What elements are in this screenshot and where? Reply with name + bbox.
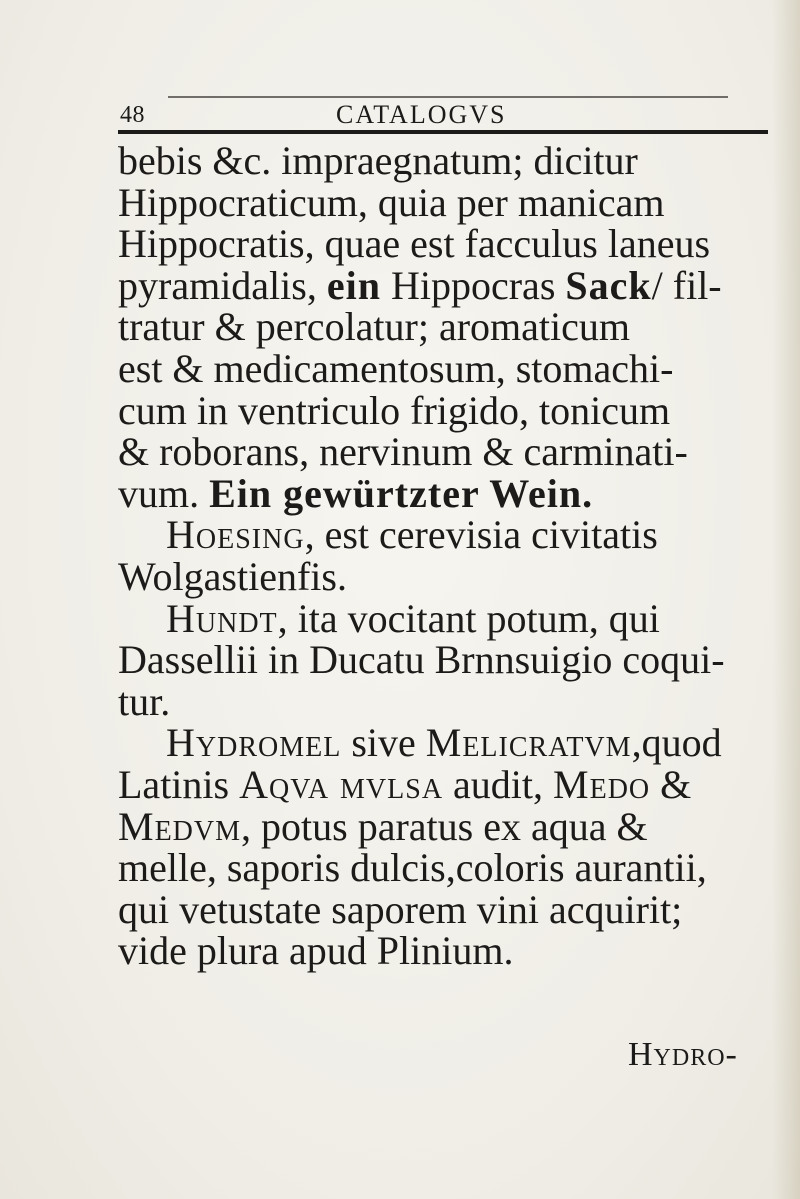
header-rule (118, 130, 768, 134)
text-segment: , potus paratus ex aqua & (241, 803, 648, 849)
entry-headword: Hundt (166, 595, 278, 641)
small-caps-term: Medo (553, 761, 651, 807)
text-line: melle, saporis dulcis,coloris aurantii, (118, 845, 707, 891)
text-line: bebis &c. impraegnatum; dicitur (118, 138, 638, 183)
text-line (118, 262, 778, 308)
text-line: Dassellii in Ducatu Brnnsuigio coqui- (118, 637, 725, 683)
text-segment: , ita vocitant potum, qui (277, 595, 660, 641)
text-line: tur. (118, 678, 171, 724)
text-line: cum in ventriculo frigido, tonicum (118, 387, 671, 433)
page-header (118, 96, 768, 136)
text-segment: , est cerevisia civitatis (304, 512, 658, 558)
text-line: vide plura apud Plinium. (118, 928, 514, 974)
text-segment: & (650, 761, 692, 807)
entry-headword: Hydromel (166, 720, 342, 766)
entry-hundt (118, 595, 778, 641)
text-segment: Latinis (118, 761, 240, 807)
running-head: CATALOGVS (336, 100, 507, 129)
fraktur-phrase: Ein gewürtzter Wein. (209, 470, 594, 516)
header-top-rule (168, 96, 728, 98)
text-segment: Hippocras (380, 262, 566, 308)
text-line: est & medicamentosum, stomachi- (118, 345, 674, 391)
entry-hydromel (118, 722, 778, 764)
text-segment: pyramidalis, (118, 262, 327, 308)
body-text (118, 140, 778, 972)
text-line (118, 470, 778, 516)
text-line: Hippocratis, quae est facculus laneus (118, 221, 711, 267)
text-line: Wolgastienfis. (118, 553, 347, 599)
text-line (118, 803, 778, 849)
text-line: & roborans, nervinum & carminati- (118, 429, 688, 475)
catchword: Hydro- (628, 1036, 738, 1073)
small-caps-term: Aqva mvlsa (239, 761, 444, 807)
text-segment: sive (341, 720, 426, 766)
text-line (118, 761, 778, 807)
page-number: 48 (120, 102, 145, 128)
text-segment: audit, (443, 761, 554, 807)
small-caps-term: Medvm (118, 803, 242, 849)
entry-hoesing (118, 514, 778, 556)
text-segment: ,quod (631, 720, 722, 766)
text-line: Hippocraticum, quia per manicam (118, 179, 665, 225)
entry-headword: Melicratvm (425, 720, 632, 766)
text-segment: vum. (118, 470, 210, 516)
fraktur-word: Sack (565, 262, 652, 308)
entry-headword: Hoesing (166, 512, 305, 558)
text-line: tratur & percolatur; aromaticum (118, 304, 631, 350)
text-segment: / fil- (651, 262, 722, 308)
fraktur-word: ein (326, 262, 381, 308)
text-line: qui vetustate saporem vini acquirit; (118, 886, 683, 932)
